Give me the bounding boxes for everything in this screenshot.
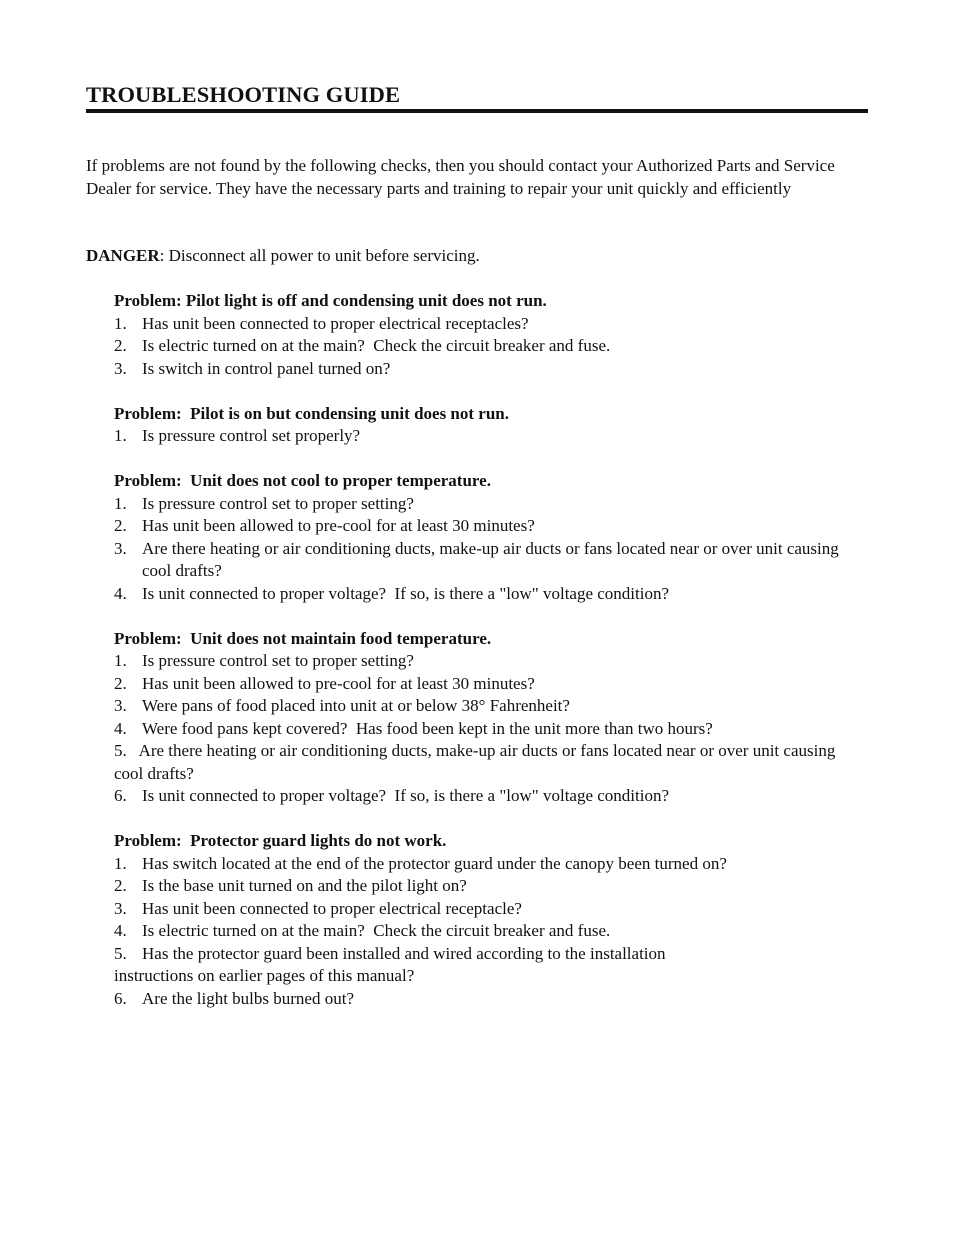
- problem-title: Problem: Pilot is on but condensing unit does not run.: [114, 403, 510, 423]
- item-text: Has unit been allowed to pre-cool for at least 30 minutes?: [142, 516, 535, 535]
- problem-section: [114, 403, 868, 448]
- item-number: 6.: [114, 988, 127, 1008]
- list-item: [114, 538, 868, 583]
- danger-text: : Disconnect all power to unit before servicing.: [159, 246, 480, 265]
- item-text: Are there heating or air conditioning ducts, make-up air ducts or fans located near or over unit causing cool drafts?: [114, 741, 840, 783]
- list-item: [114, 650, 868, 673]
- item-text: Is pressure control set to proper setting?: [142, 651, 414, 670]
- problem-title: Problem: Unit does not maintain food temperature.: [114, 628, 492, 648]
- list-item: [114, 988, 868, 1011]
- item-text: Has the protector guard been installed and wired according to the installation: [142, 943, 666, 963]
- item-number: 3.: [114, 358, 127, 378]
- item-number: 2.: [114, 336, 127, 355]
- list-item: [114, 875, 868, 898]
- item-number: 2.: [114, 673, 127, 693]
- list-item: [114, 853, 868, 876]
- problem-section: [114, 628, 868, 808]
- item-number: 5.: [114, 741, 127, 760]
- problem-title: Problem: Pilot light is off and condensing unit does not run.: [114, 291, 547, 310]
- problem-title: Problem: Unit does not cool to proper temperature.: [114, 471, 491, 490]
- problem-title: Problem: Protector guard lights do not work.: [114, 831, 447, 850]
- list-item-continuation: [114, 965, 868, 988]
- list-item: [114, 583, 868, 606]
- item-text: Has unit been connected to proper electrical receptacles?: [142, 313, 529, 333]
- item-number: 1.: [114, 853, 127, 873]
- list-item: [114, 718, 868, 741]
- list-item: [114, 785, 868, 808]
- item-number: 2.: [114, 516, 127, 535]
- item-number: 3.: [114, 898, 127, 918]
- intro-paragraph: If problems are not found by the following checks, then you should contact your Authorized Parts and Service Dealer for service. They have the necessary parts and training to repair your unit quickly and efficiently: [86, 156, 835, 198]
- list-item: [114, 313, 868, 336]
- item-text: Were pans of food placed into unit at or below 38° Fahrenheit?: [142, 696, 570, 715]
- danger-notice: [86, 245, 868, 268]
- item-number: 1.: [114, 651, 127, 670]
- title-underline-rule: [86, 109, 868, 113]
- problem-section: [114, 470, 868, 605]
- item-text: Are there heating or air conditioning ducts, make-up air ducts or fans located near or over unit causing cool drafts?: [142, 538, 844, 580]
- danger-label: DANGER: [86, 246, 160, 265]
- item-number: 1.: [114, 313, 127, 333]
- page-title: TROUBLESHOOTING GUIDE: [86, 82, 401, 107]
- list-item: [114, 740, 868, 785]
- item-number: 6.: [114, 786, 127, 805]
- item-text: Is unit connected to proper voltage? If so, is there a "low" voltage condition?: [142, 786, 670, 805]
- item-text: Is electric turned on at the main? Check the circuit breaker and fuse.: [142, 336, 611, 355]
- item-text: Is switch in control panel turned on?: [142, 358, 391, 378]
- item-number: 5.: [114, 943, 127, 963]
- item-text: Has switch located at the end of the protector guard under the canopy been turned on?: [142, 853, 727, 873]
- problem-sections: [114, 290, 868, 1033]
- item-text: instructions on earlier pages of this manual?: [114, 966, 415, 985]
- item-text: Is pressure control set to proper setting?: [142, 493, 414, 513]
- item-number: 1.: [114, 493, 127, 513]
- item-text: Is electric turned on at the main? Check the circuit breaker and fuse.: [142, 921, 611, 940]
- list-item: [114, 425, 868, 448]
- title-block: [86, 80, 868, 113]
- item-number: 4.: [114, 718, 127, 738]
- item-number: 4.: [114, 921, 127, 940]
- item-text: Is pressure control set properly?: [142, 426, 361, 445]
- list-item: [114, 898, 868, 921]
- list-item: [114, 943, 868, 966]
- item-number: 4.: [114, 583, 127, 603]
- item-number: 3.: [114, 538, 127, 558]
- list-item: [114, 920, 868, 943]
- list-item: [114, 493, 868, 516]
- item-text: Is unit connected to proper voltage? If so, is there a "low" voltage condition?: [142, 583, 670, 603]
- item-number: 1.: [114, 426, 127, 445]
- list-item: [114, 335, 868, 358]
- item-text: Has unit been allowed to pre-cool for at least 30 minutes?: [142, 673, 535, 693]
- list-item: [114, 515, 868, 538]
- item-text: Are the light bulbs burned out?: [142, 988, 354, 1008]
- item-text: Has unit been connected to proper electrical receptacle?: [142, 898, 522, 918]
- item-number: 3.: [114, 696, 127, 715]
- item-number: 2.: [114, 876, 127, 895]
- list-item: [114, 673, 868, 696]
- problem-section: [114, 830, 868, 1010]
- item-text: Were food pans kept covered? Has food been kept in the unit more than two hours?: [142, 718, 713, 738]
- problem-section: [114, 290, 868, 380]
- list-item: [114, 358, 868, 381]
- item-text: Is the base unit turned on and the pilot light on?: [142, 876, 467, 895]
- list-item: [114, 695, 868, 718]
